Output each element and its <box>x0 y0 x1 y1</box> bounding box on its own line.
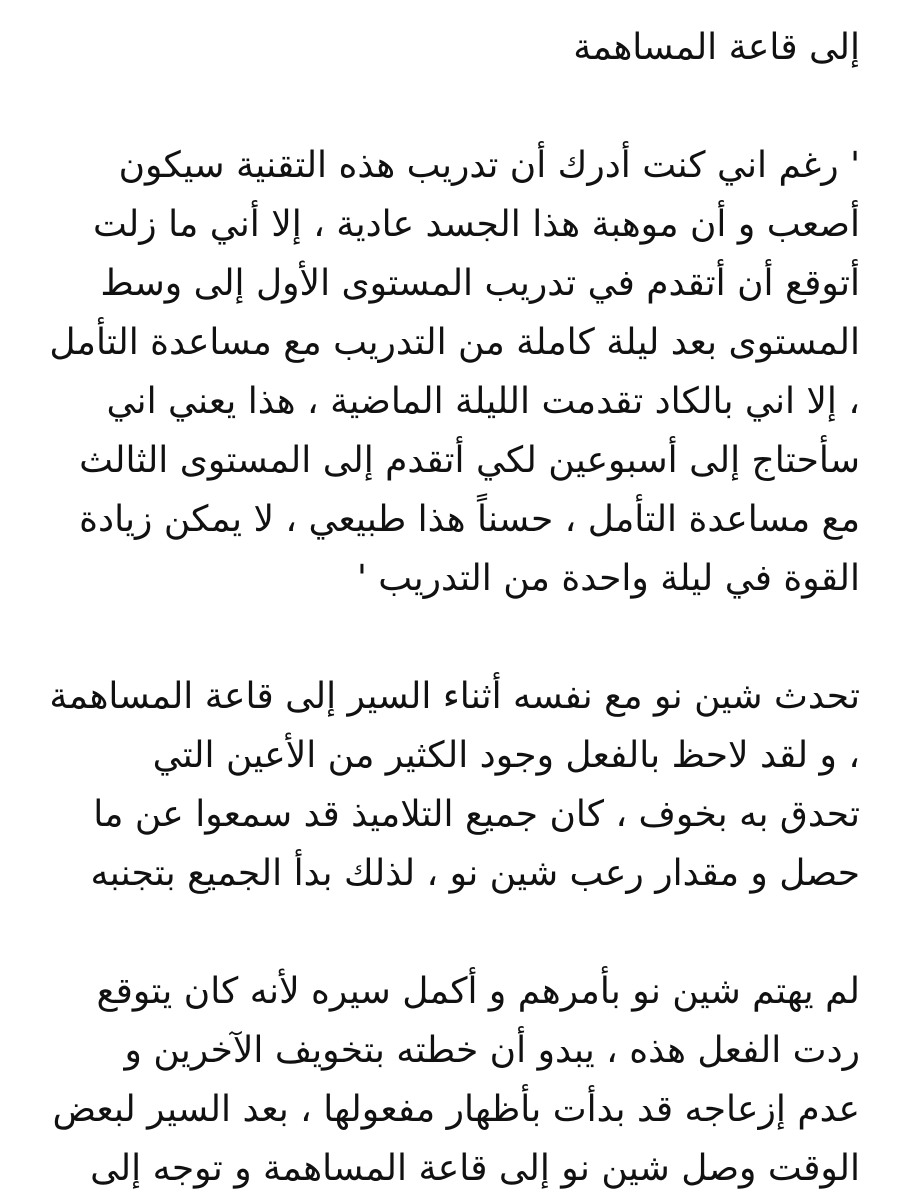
text-line: القوة في ليلة واحدة من التدريب ' <box>356 558 860 599</box>
text-line: حصل و مقدار رعب شين نو ، لذلك بدأ الجميع بتجنبه <box>90 853 860 894</box>
text-line: الوقت وصل شين نو إلى قاعة المساهمة و توجه إلى <box>90 1148 860 1189</box>
paragraph-3 <box>40 962 860 1198</box>
paragraph-2 <box>40 667 860 903</box>
text-line: ، و لقد لاحظ بالفعل وجود الكثير من الأعين التي <box>152 735 860 776</box>
text-line: مع مساعدة التأمل ، حسناً هذا طبيعي ، لا يمكن زيادة <box>79 499 860 540</box>
text-line: لم يهتم شين نو بأمرهم و أكمل سيره لأنه كان يتوقع <box>96 971 860 1012</box>
text-line: عدم إزعاجه قد بدأت بأظهار مفعولها ، بعد السير لبعض <box>52 1089 860 1130</box>
chapter-title: إلى قاعة المساهمة <box>573 27 860 68</box>
text-line: سأحتاج إلى أسبوعين لكي أتقدم إلى المستوى الثالث <box>79 440 860 481</box>
text-line: ، إلا اني بالكاد تقدمت الليلة الماضية ، هذا يعني اني <box>106 381 860 422</box>
text-line: ردت الفعل هذه ، يبدو أن خطته بتخويف الآخرين و <box>124 1030 860 1071</box>
spacer <box>40 903 860 962</box>
spacer <box>40 608 860 667</box>
text-line: أصعب و أن موهبة هذا الجسد عادية ، إلا أني ما زلت <box>92 204 860 245</box>
text-line: ' رغم اني كنت أدرك أن تدريب هذه التقنية سيكون <box>118 145 860 186</box>
text-line: تحدق به بخوف ، كان جميع التلاميذ قد سمعوا عن ما <box>93 794 860 835</box>
spacer <box>40 77 860 136</box>
text-line: المستوى بعد ليلة كاملة من التدريب مع مساعدة التأمل <box>49 322 860 363</box>
text-line: تحدث شين نو مع نفسه أثناء السير إلى قاعة المساهمة <box>49 676 860 717</box>
text-line: أتوقع أن أتقدم في تدريب المستوى الأول إلى وسط <box>100 263 860 304</box>
document-page <box>40 18 860 1198</box>
paragraph-1 <box>40 136 860 608</box>
